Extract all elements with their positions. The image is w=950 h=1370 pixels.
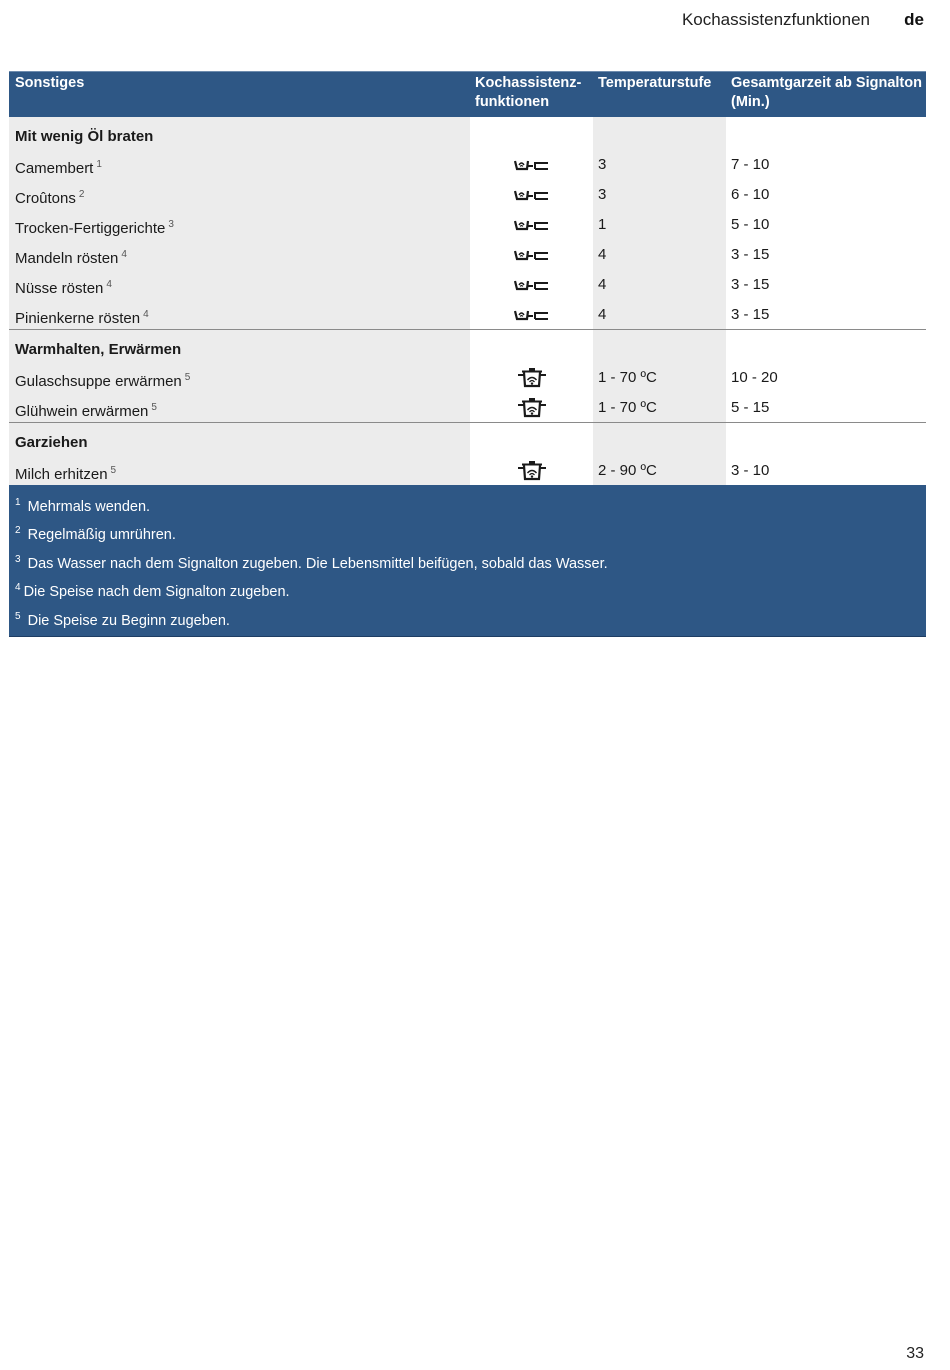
footnote-ref: 4 — [143, 309, 149, 320]
table-row — [9, 362, 926, 392]
food-name-cell — [15, 186, 465, 208]
column-header-kochassistenzfunktionen: Kochassistenz- funktionen — [475, 75, 582, 110]
food-name: Pinienkerne rösten — [15, 310, 141, 327]
table-row — [9, 455, 926, 485]
footnote-number: 1 — [15, 497, 21, 508]
total-cook-time: 5 - 10 — [731, 216, 770, 233]
column-header-sonstiges: Sonstiges — [15, 75, 85, 91]
food-name-cell — [15, 276, 465, 298]
food-name: Nüsse rösten — [15, 280, 104, 297]
temperature-level: 1 - 70 ºC — [598, 399, 657, 416]
food-name-cell — [15, 246, 465, 268]
footnote-ref: 5 — [110, 465, 117, 476]
group-title-row — [9, 423, 926, 455]
total-cook-time: 6 - 10 — [731, 186, 770, 203]
food-name: Gulaschsuppe erwärmen — [15, 373, 182, 390]
table-header — [9, 71, 926, 117]
footnote-ref: 5 — [151, 402, 157, 413]
pan-frying-icon — [514, 155, 550, 175]
temperature-level: 4 — [598, 246, 607, 263]
pot-sensor-icon — [514, 368, 550, 388]
food-name: Glühwein erwärmen — [15, 403, 149, 420]
page-number: 33 — [906, 1345, 924, 1362]
footnote — [9, 489, 926, 517]
pot-sensor-icon — [514, 398, 550, 418]
footnote-ref: 4 — [121, 249, 127, 260]
pan-frying-icon — [514, 305, 550, 325]
total-cook-time: 5 - 15 — [731, 399, 770, 416]
footnote-text: Das Wasser nach dem Signalton zugeben. Die Lebensmittel beifügen, sobald das Wasser. — [23, 555, 608, 572]
food-name: Croûtons — [15, 190, 76, 207]
footnote — [9, 603, 926, 631]
footnotes — [9, 485, 926, 637]
footnote-number: 4 — [15, 582, 21, 594]
footnote — [9, 574, 926, 602]
temperature-level: 3 — [598, 186, 607, 203]
column-header-gesamtgarzeit: Gesamtgarzeit ab Signalton (Min.) — [731, 75, 922, 110]
temperature-level: 1 - 70 ºC — [598, 369, 657, 386]
temperature-level: 2 - 90 ºC — [598, 462, 657, 479]
food-name-cell — [15, 399, 465, 421]
table-row — [9, 392, 926, 422]
table-row — [9, 299, 926, 329]
footnote-ref: 1 — [96, 159, 102, 170]
footnote-ref: 2 — [78, 189, 85, 200]
footnote-text: Die Speise nach dem Signalton zugeben. — [23, 584, 290, 601]
total-cook-time: 3 - 10 — [731, 462, 770, 479]
food-name-cell — [15, 156, 465, 178]
footnote-number: 5 — [15, 610, 21, 622]
table-group — [9, 329, 926, 422]
running-header-title: Kochassistenzfunktionen — [681, 10, 870, 29]
food-name-cell — [15, 369, 465, 391]
table-body — [9, 117, 926, 485]
group-title-row — [9, 330, 926, 362]
pan-frying-icon — [514, 185, 550, 205]
group-title: Mit wenig Öl braten — [15, 128, 154, 145]
table-row — [9, 269, 926, 299]
food-name: Milch erhitzen — [15, 466, 108, 483]
temperature-level: 1 — [598, 216, 607, 233]
language-code: de — [904, 10, 924, 29]
total-cook-time: 7 - 10 — [731, 156, 770, 173]
temperature-level: 4 — [598, 276, 607, 293]
column-header-temperaturstufe: Temperaturstufe — [598, 75, 712, 91]
temperature-level: 4 — [598, 306, 607, 323]
table-group — [9, 117, 926, 329]
total-cook-time: 3 - 15 — [731, 306, 770, 323]
food-name-cell — [15, 462, 465, 484]
footnote-number: 3 — [15, 553, 21, 565]
food-name: Trocken-Fertiggerichte — [15, 220, 166, 237]
group-title-row — [9, 117, 926, 149]
footnote-ref: 3 — [168, 219, 174, 230]
footnote-text: Regelmäßig umrühren. — [23, 527, 176, 544]
cooking-assist-table — [9, 71, 926, 637]
total-cook-time: 3 - 15 — [731, 246, 770, 263]
page-header — [0, 8, 950, 30]
footnote-text: Die Speise zu Beginn zugeben. — [23, 612, 230, 629]
total-cook-time: 3 - 15 — [731, 276, 770, 293]
group-title: Garziehen — [15, 434, 88, 451]
temperature-level: 3 — [598, 156, 607, 173]
total-cook-time: 10 - 20 — [731, 369, 778, 386]
table-row — [9, 239, 926, 269]
food-name-cell — [15, 306, 465, 328]
footnote-ref: 4 — [106, 279, 112, 290]
table-row — [9, 209, 926, 239]
pot-sensor-icon — [514, 461, 550, 481]
footnote-ref: 5 — [184, 372, 191, 383]
pan-frying-icon — [514, 245, 550, 265]
footnote — [9, 517, 926, 545]
group-title: Warmhalten, Erwärmen — [15, 341, 182, 358]
food-name: Camembert — [15, 160, 94, 177]
table-group — [9, 422, 926, 485]
table-row — [9, 179, 926, 209]
footnote-text: Mehrmals wenden. — [23, 499, 151, 515]
table-row — [9, 149, 926, 179]
food-name-cell — [15, 216, 465, 238]
footnote — [9, 546, 926, 574]
pan-frying-icon — [514, 215, 550, 235]
food-name: Mandeln rösten — [15, 250, 119, 267]
footnote-number: 2 — [15, 525, 21, 537]
pan-frying-icon — [514, 275, 550, 295]
